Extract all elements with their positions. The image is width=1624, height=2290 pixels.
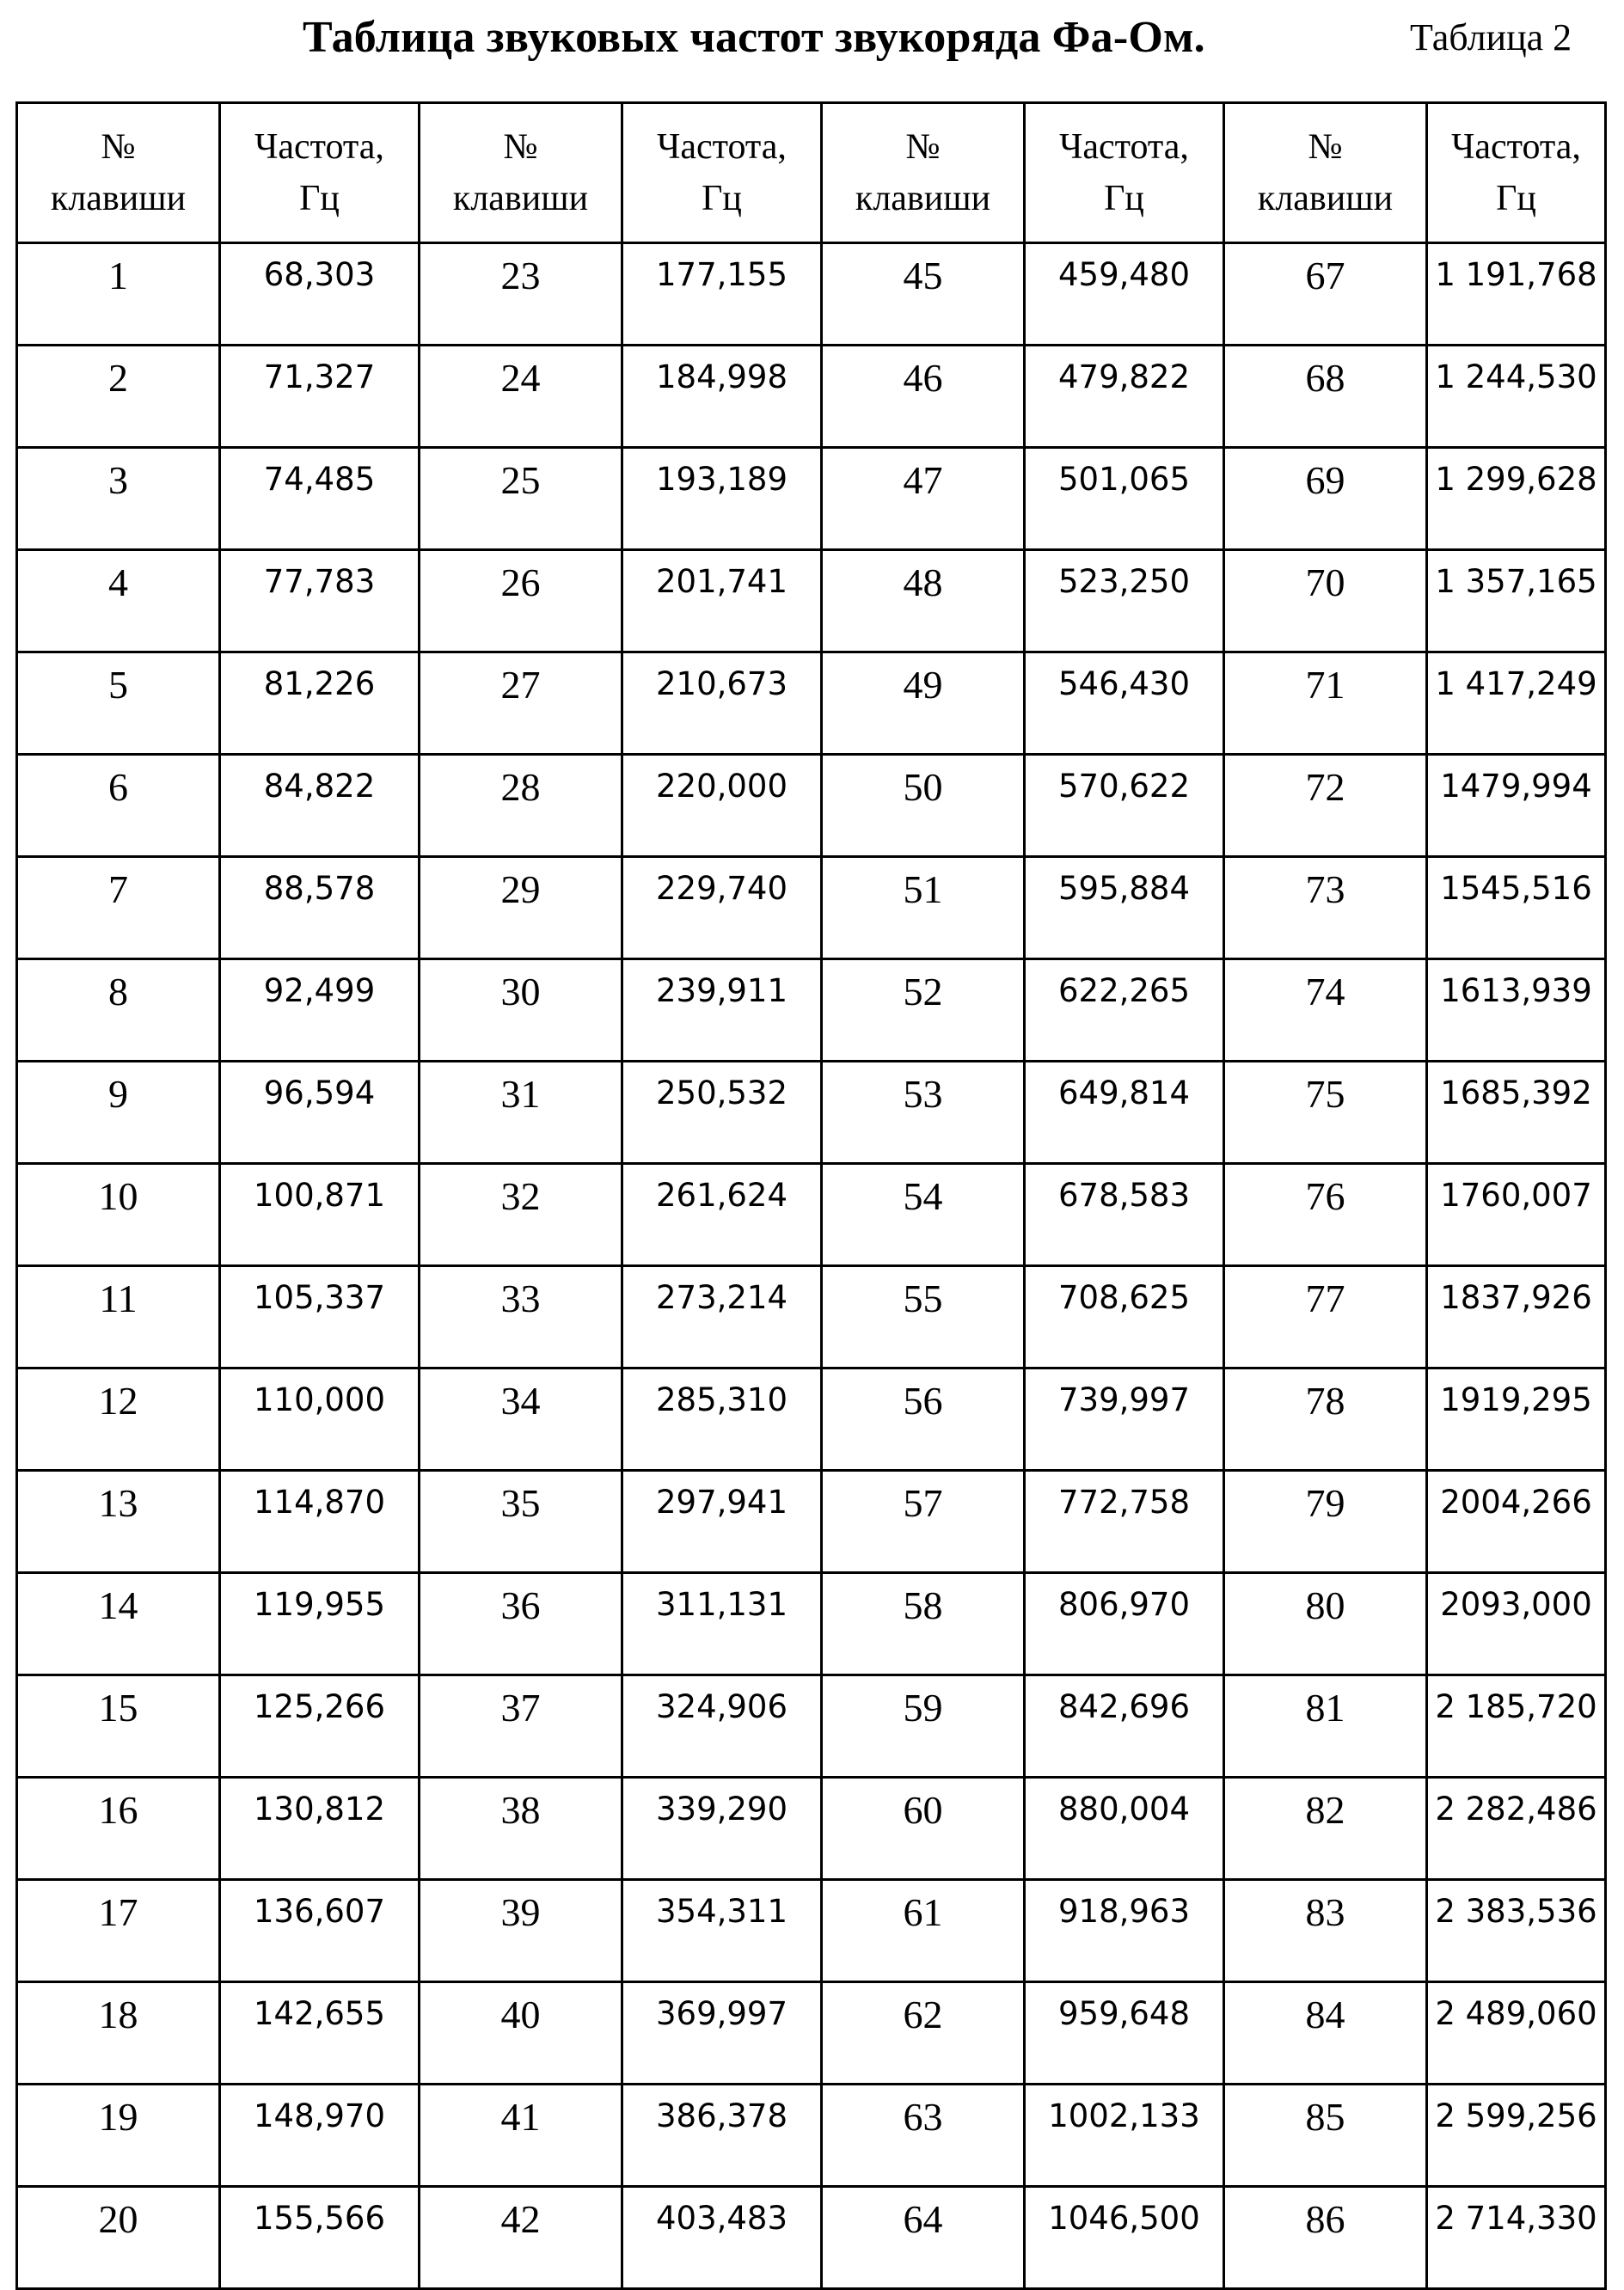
frequency-cell: 220,000: [622, 755, 822, 857]
frequency-cell: 649,814: [1025, 1062, 1224, 1164]
key-number-cell: 47: [822, 448, 1025, 550]
frequency-cell: 1479,994: [1427, 755, 1606, 857]
frequency-cell: 570,622: [1025, 755, 1224, 857]
key-number-cell: 36: [420, 1573, 622, 1675]
frequency-cell: 959,648: [1025, 1982, 1224, 2085]
key-number-cell: 12: [17, 1368, 220, 1471]
frequency-cell: 74,485: [220, 448, 420, 550]
header-key-number: [17, 103, 220, 243]
key-number-cell: 75: [1224, 1062, 1427, 1164]
frequency-cell: 229,740: [622, 857, 822, 959]
frequency-cell: 125,266: [220, 1675, 420, 1778]
key-number-cell: 82: [1224, 1778, 1427, 1880]
key-number-cell: 38: [420, 1778, 622, 1880]
frequency-cell: 297,941: [622, 1471, 822, 1573]
table-row: [17, 1164, 1606, 1266]
key-number-cell: 10: [17, 1164, 220, 1266]
key-number-cell: 76: [1224, 1164, 1427, 1266]
frequency-cell: 1 299,628: [1427, 448, 1606, 550]
key-number-cell: 49: [822, 652, 1025, 755]
frequency-cell: 501,065: [1025, 448, 1224, 550]
key-number-cell: 29: [420, 857, 622, 959]
table-row: [17, 1062, 1606, 1164]
frequency-cell: 678,583: [1025, 1164, 1224, 1266]
header-line-1: №: [503, 127, 538, 167]
key-number-cell: 85: [1224, 2085, 1427, 2187]
key-number-cell: 52: [822, 959, 1025, 1062]
key-number-cell: 2: [17, 346, 220, 448]
frequency-cell: 142,655: [220, 1982, 420, 2085]
header-key-number: [420, 103, 622, 243]
header-line-2: клавиши: [50, 179, 187, 218]
frequency-cell: 386,378: [622, 2085, 822, 2187]
frequency-cell: 324,906: [622, 1675, 822, 1778]
frequency-cell: 1002,133: [1025, 2085, 1224, 2187]
frequency-cell: 71,327: [220, 346, 420, 448]
frequency-cell: 595,884: [1025, 857, 1224, 959]
frequency-cell: 2 489,060: [1427, 1982, 1606, 2085]
key-number-cell: 7: [17, 857, 220, 959]
frequency-cell: 81,226: [220, 652, 420, 755]
frequency-cell: 339,290: [622, 1778, 822, 1880]
key-number-cell: 9: [17, 1062, 220, 1164]
frequency-cell: 523,250: [1025, 550, 1224, 652]
frequency-cell: 708,625: [1025, 1266, 1224, 1368]
frequency-cell: 184,998: [622, 346, 822, 448]
frequency-cell: 1 191,768: [1427, 243, 1606, 346]
table-row: [17, 959, 1606, 1062]
key-number-cell: 56: [822, 1368, 1025, 1471]
key-number-cell: 28: [420, 755, 622, 857]
document-header: [0, 7, 1624, 67]
frequency-cell: 2 185,720: [1427, 1675, 1606, 1778]
table-row: [17, 1368, 1606, 1471]
frequency-cell: 806,970: [1025, 1573, 1224, 1675]
table-row: [17, 2085, 1606, 2187]
frequency-cell: 622,265: [1025, 959, 1224, 1062]
frequency-cell: 119,955: [220, 1573, 420, 1675]
frequency-cell: 2 282,486: [1427, 1778, 1606, 1880]
key-number-cell: 8: [17, 959, 220, 1062]
header-frequency: [622, 103, 822, 243]
key-number-cell: 60: [822, 1778, 1025, 1880]
frequency-cell: 148,970: [220, 2085, 420, 2187]
table-row: [17, 857, 1606, 959]
key-number-cell: 37: [420, 1675, 622, 1778]
key-number-cell: 42: [420, 2187, 622, 2289]
table-row: [17, 1880, 1606, 1982]
frequency-cell: 403,483: [622, 2187, 822, 2289]
key-number-cell: 17: [17, 1880, 220, 1982]
key-number-cell: 32: [420, 1164, 622, 1266]
key-number-cell: 83: [1224, 1880, 1427, 1982]
frequency-cell: 193,189: [622, 448, 822, 550]
frequency-cell: 1837,926: [1427, 1266, 1606, 1368]
key-number-cell: 73: [1224, 857, 1427, 959]
key-number-cell: 23: [420, 243, 622, 346]
table-row: [17, 346, 1606, 448]
key-number-cell: 69: [1224, 448, 1427, 550]
frequency-cell: 880,004: [1025, 1778, 1224, 1880]
table-row: [17, 448, 1606, 550]
key-number-cell: 58: [822, 1573, 1025, 1675]
key-number-cell: 15: [17, 1675, 220, 1778]
key-number-cell: 5: [17, 652, 220, 755]
key-number-cell: 35: [420, 1471, 622, 1573]
header-line-1: №: [1308, 127, 1343, 167]
frequency-cell: 1 357,165: [1427, 550, 1606, 652]
header-line-1: Частота,: [1451, 127, 1581, 167]
key-number-cell: 54: [822, 1164, 1025, 1266]
header-line-2: Гц: [702, 179, 742, 218]
key-number-cell: 3: [17, 448, 220, 550]
key-number-cell: 78: [1224, 1368, 1427, 1471]
key-number-cell: 30: [420, 959, 622, 1062]
header-line-2: Гц: [1104, 179, 1144, 218]
header-line-1: №: [101, 127, 136, 167]
key-number-cell: 25: [420, 448, 622, 550]
frequency-cell: 546,430: [1025, 652, 1224, 755]
table-row: [17, 1675, 1606, 1778]
header-line-1: №: [905, 127, 941, 167]
key-number-cell: 71: [1224, 652, 1427, 755]
table-row: [17, 2187, 1606, 2289]
frequency-cell: 155,566: [220, 2187, 420, 2289]
table-header-row: [17, 103, 1606, 243]
table-row: [17, 550, 1606, 652]
frequency-cell: 114,870: [220, 1471, 420, 1573]
header-line-2: клавиши: [855, 179, 991, 218]
frequency-cell: 311,131: [622, 1573, 822, 1675]
key-number-cell: 61: [822, 1880, 1025, 1982]
frequency-cell: 96,594: [220, 1062, 420, 1164]
header-frequency: [220, 103, 420, 243]
frequency-cell: 177,155: [622, 243, 822, 346]
frequency-cell: 1613,939: [1427, 959, 1606, 1062]
key-number-cell: 84: [1224, 1982, 1427, 2085]
key-number-cell: 13: [17, 1471, 220, 1573]
key-number-cell: 81: [1224, 1675, 1427, 1778]
key-number-cell: 55: [822, 1266, 1025, 1368]
key-number-cell: 39: [420, 1880, 622, 1982]
frequency-cell: 110,000: [220, 1368, 420, 1471]
key-number-cell: 79: [1224, 1471, 1427, 1573]
frequency-cell: 1 417,249: [1427, 652, 1606, 755]
frequency-cell: 354,311: [622, 1880, 822, 1982]
key-number-cell: 34: [420, 1368, 622, 1471]
frequency-cell: 92,499: [220, 959, 420, 1062]
frequency-cell: 918,963: [1025, 1880, 1224, 1982]
frequency-cell: 479,822: [1025, 346, 1224, 448]
key-number-cell: 11: [17, 1266, 220, 1368]
key-number-cell: 1: [17, 243, 220, 346]
header-line-2: клавиши: [452, 179, 589, 218]
frequency-cell: 77,783: [220, 550, 420, 652]
header-frequency: [1427, 103, 1606, 243]
table-row: [17, 652, 1606, 755]
frequency-cell: 84,822: [220, 755, 420, 857]
frequency-cell: 2093,000: [1427, 1573, 1606, 1675]
key-number-cell: 50: [822, 755, 1025, 857]
key-number-cell: 62: [822, 1982, 1025, 2085]
key-number-cell: 77: [1224, 1266, 1427, 1368]
frequency-cell: 2 599,256: [1427, 2085, 1606, 2187]
frequency-cell: 105,337: [220, 1266, 420, 1368]
frequency-cell: 369,997: [622, 1982, 822, 2085]
header-line-1: Частота,: [1059, 127, 1189, 167]
key-number-cell: 19: [17, 2085, 220, 2187]
frequency-cell: 100,871: [220, 1164, 420, 1266]
key-number-cell: 41: [420, 2085, 622, 2187]
key-number-cell: 6: [17, 755, 220, 857]
frequency-cell: 459,480: [1025, 243, 1224, 346]
frequency-cell: 842,696: [1025, 1675, 1224, 1778]
header-key-number: [822, 103, 1025, 243]
key-number-cell: 72: [1224, 755, 1427, 857]
key-number-cell: 63: [822, 2085, 1025, 2187]
frequency-cell: 130,812: [220, 1778, 420, 1880]
key-number-cell: 51: [822, 857, 1025, 959]
frequency-cell: 2 383,536: [1427, 1880, 1606, 1982]
frequency-cell: 273,214: [622, 1266, 822, 1368]
key-number-cell: 40: [420, 1982, 622, 2085]
frequency-cell: 285,310: [622, 1368, 822, 1471]
key-number-cell: 27: [420, 652, 622, 755]
key-number-cell: 70: [1224, 550, 1427, 652]
table-row: [17, 1982, 1606, 2085]
frequency-cell: 239,911: [622, 959, 822, 1062]
table-number: Таблица 2: [1410, 16, 1572, 58]
frequency-cell: 88,578: [220, 857, 420, 959]
key-number-cell: 74: [1224, 959, 1427, 1062]
table-row: [17, 755, 1606, 857]
key-number-cell: 4: [17, 550, 220, 652]
key-number-cell: 80: [1224, 1573, 1427, 1675]
table-title: Таблица звуковых частот звукоряда Фа-Ом.: [303, 13, 1205, 62]
header-frequency: [1025, 103, 1224, 243]
header-line-2: клавиши: [1257, 179, 1394, 218]
frequency-cell: 201,741: [622, 550, 822, 652]
key-number-cell: 24: [420, 346, 622, 448]
key-number-cell: 53: [822, 1062, 1025, 1164]
header-line-1: Частота,: [657, 127, 787, 167]
frequency-cell: 1545,516: [1427, 857, 1606, 959]
table-row: [17, 1573, 1606, 1675]
key-number-cell: 64: [822, 2187, 1025, 2289]
frequency-cell: 772,758: [1025, 1471, 1224, 1573]
table-body: [17, 243, 1606, 2289]
frequency-cell: 68,303: [220, 243, 420, 346]
key-number-cell: 67: [1224, 243, 1427, 346]
key-number-cell: 48: [822, 550, 1025, 652]
frequency-cell: 136,607: [220, 1880, 420, 1982]
header-line-2: Гц: [299, 179, 340, 218]
header-key-number: [1224, 103, 1427, 243]
key-number-cell: 14: [17, 1573, 220, 1675]
frequency-table: [15, 101, 1607, 2290]
key-number-cell: 16: [17, 1778, 220, 1880]
frequency-cell: 739,997: [1025, 1368, 1224, 1471]
header-line-1: Частота,: [254, 127, 384, 167]
header-line-2: Гц: [1496, 179, 1536, 218]
frequency-cell: 250,532: [622, 1062, 822, 1164]
table-row: [17, 243, 1606, 346]
frequency-cell: 210,673: [622, 652, 822, 755]
frequency-cell: 261,624: [622, 1164, 822, 1266]
key-number-cell: 31: [420, 1062, 622, 1164]
frequency-cell: 1 244,530: [1427, 346, 1606, 448]
frequency-cell: 2004,266: [1427, 1471, 1606, 1573]
key-number-cell: 59: [822, 1675, 1025, 1778]
table-row: [17, 1778, 1606, 1880]
key-number-cell: 45: [822, 243, 1025, 346]
frequency-cell: 2 714,330: [1427, 2187, 1606, 2289]
frequency-cell: 1760,007: [1427, 1164, 1606, 1266]
key-number-cell: 26: [420, 550, 622, 652]
key-number-cell: 68: [1224, 346, 1427, 448]
key-number-cell: 18: [17, 1982, 220, 2085]
key-number-cell: 86: [1224, 2187, 1427, 2289]
table-row: [17, 1471, 1606, 1573]
table-row: [17, 1266, 1606, 1368]
frequency-cell: 1046,500: [1025, 2187, 1224, 2289]
frequency-cell: 1919,295: [1427, 1368, 1606, 1471]
frequency-cell: 1685,392: [1427, 1062, 1606, 1164]
key-number-cell: 20: [17, 2187, 220, 2289]
key-number-cell: 46: [822, 346, 1025, 448]
key-number-cell: 57: [822, 1471, 1025, 1573]
key-number-cell: 33: [420, 1266, 622, 1368]
